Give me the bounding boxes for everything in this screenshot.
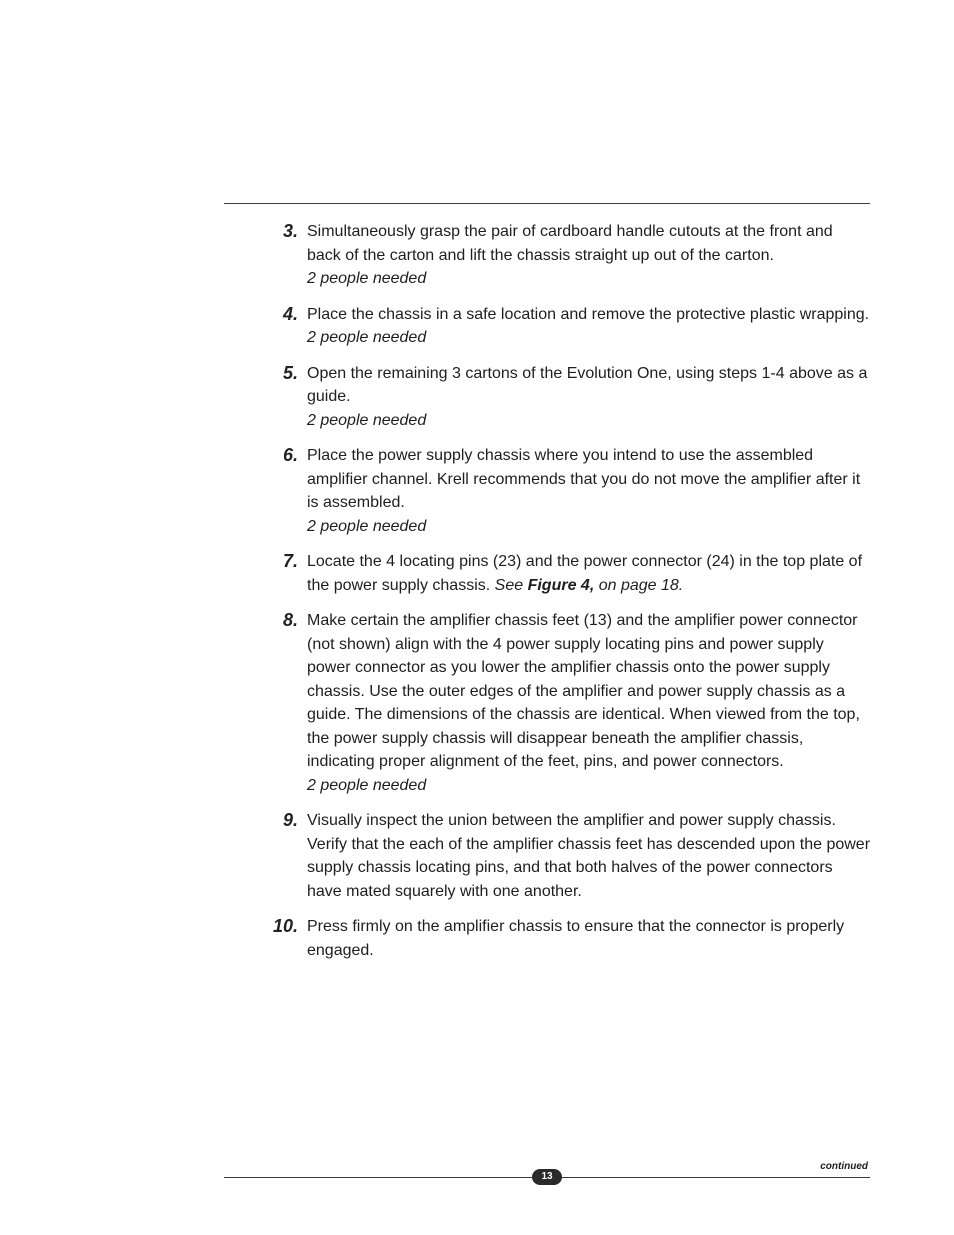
step-text: Visually inspect the union between the amplifier and power supply chassis. Verify that the each of the amplifier chassis feet has descended upon the power supply chassis locating pins, and that both halves of the power connectors have mated squarely with one another. bbox=[307, 812, 871, 900]
instruction-steps bbox=[265, 220, 870, 974]
step-7 bbox=[265, 550, 870, 597]
step-6 bbox=[265, 444, 870, 538]
step-8 bbox=[265, 609, 870, 797]
step-text: Simultaneously grasp the pair of cardboard handle cutouts at the front and back of the carton and lift the chassis straight up out of the carton. bbox=[307, 223, 833, 264]
step-text: Make certain the amplifier chassis feet (13) and the amplifier power connector (not shown) align with the 4 power supply locating pins and power supply power connector as you lower the amplifier chassis onto the power supply chassis. Use the outer edges of the amplifier and power supply chassis as a guide. The dimensions of the chassis are identical. When viewed from the top, the power supply chassis will disappear beneath the amplifier chassis, indicating proper alignment of the feet, pins, and power connectors. bbox=[307, 612, 860, 770]
step-body: Locate the 4 locating pins (23) and the power connector (24) in the top plate of the power supply chassis. bbox=[307, 553, 863, 594]
step-text: Place the power supply chassis where you intend to use the assembled amplifier channel. Krell recommends that you do not move the amplifier after it is assembled. bbox=[307, 447, 861, 511]
step-10 bbox=[265, 915, 870, 962]
step-note: 2 people needed bbox=[307, 517, 427, 535]
see-label: See bbox=[494, 576, 524, 594]
step-5 bbox=[265, 362, 870, 433]
page-reference: on page 18. bbox=[598, 576, 684, 594]
step-note: 2 people needed bbox=[307, 776, 427, 794]
step-4 bbox=[265, 303, 870, 350]
header-rule bbox=[224, 203, 870, 204]
step-text bbox=[307, 550, 870, 597]
step-number: 7. bbox=[282, 551, 298, 571]
step-text: Press firmly on the amplifier chassis to ensure that the connector is properly engaged. bbox=[307, 918, 845, 959]
step-note: 2 people needed bbox=[307, 411, 427, 429]
step-text: Place the chassis in a safe location and remove the protective plastic wrapping. bbox=[307, 305, 870, 323]
step-9 bbox=[265, 809, 870, 903]
step-number: 9. bbox=[282, 810, 298, 830]
figure-reference: Figure 4, bbox=[527, 576, 595, 594]
page-number-badge: 13 bbox=[532, 1169, 562, 1185]
step-number: 3. bbox=[282, 221, 298, 241]
step-number: 10. bbox=[272, 916, 298, 936]
step-text: Open the remaining 3 cartons of the Evolution One, using steps 1-4 above as a guide. bbox=[307, 364, 868, 405]
step-note: 2 people needed bbox=[307, 329, 427, 346]
step-number: 8. bbox=[282, 610, 298, 630]
step-note: 2 people needed bbox=[307, 270, 427, 287]
step-number: 6. bbox=[282, 445, 298, 465]
step-3 bbox=[265, 220, 870, 291]
continued-label: continued bbox=[820, 1161, 868, 1172]
step-number: 4. bbox=[282, 303, 298, 324]
step-number: 5. bbox=[282, 362, 298, 383]
